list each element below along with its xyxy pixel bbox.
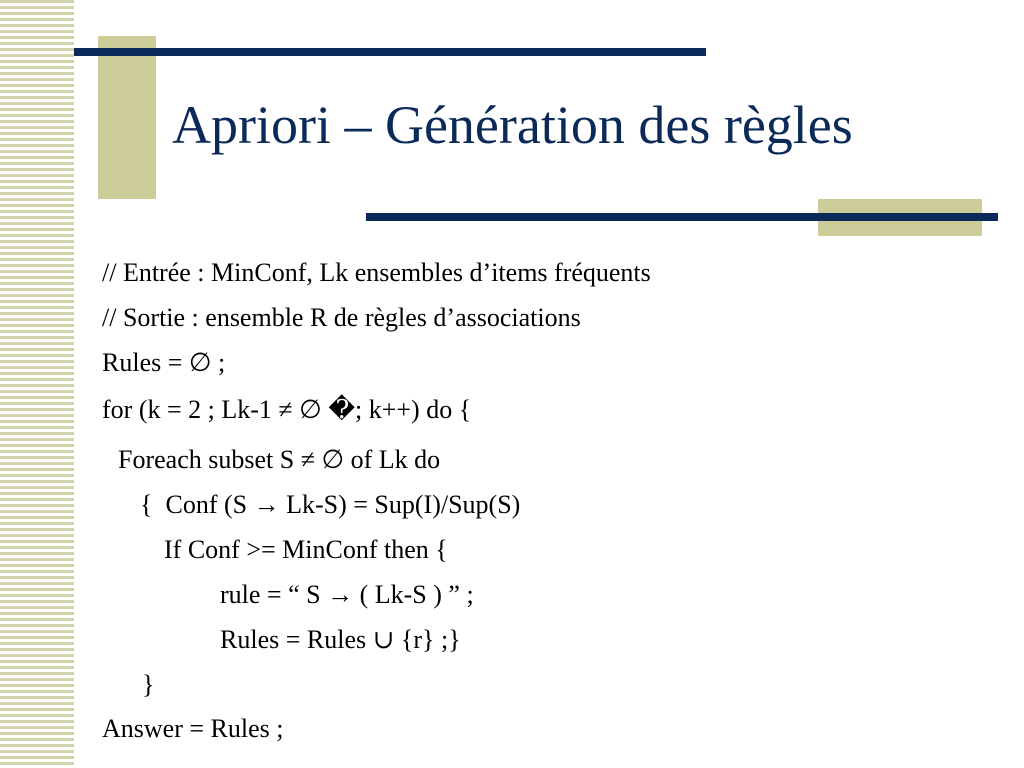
code-line-rule: rule = “ S → ( Lk-S ) ” ; (220, 580, 474, 609)
code-line-foreach: Foreach subset S ≠ ∅ of Lk do (118, 445, 441, 474)
code-line-input-comment: // Entrée : MinConf, Lk ensembles d’items fréquents (102, 258, 651, 287)
code-line-for-loop: for (k = 2 ; Lk-1 ≠ ∅ �; k++) do { (102, 395, 472, 424)
code-line-conf: { Conf (S → Lk-S) = Sup(I)/Sup(S) (140, 490, 521, 519)
bottom-rule-line (366, 213, 998, 221)
code-line-rules-union: Rules = Rules ∪ {r} ;} (220, 625, 461, 654)
code-line-close-brace: } (142, 670, 155, 699)
code-line-answer: Answer = Rules ; (102, 714, 284, 743)
top-rule-line (74, 48, 706, 56)
code-line-if: If Conf >= MinConf then { (164, 535, 448, 564)
slide-title: Apriori – Génération des règles (172, 95, 853, 155)
code-line-rules-init: Rules = ∅ ; (102, 348, 226, 377)
left-stripe-decoration (0, 0, 74, 768)
code-line-output-comment: // Sortie : ensemble R de règles d’associations (102, 303, 581, 332)
title-accent-block (98, 36, 156, 199)
